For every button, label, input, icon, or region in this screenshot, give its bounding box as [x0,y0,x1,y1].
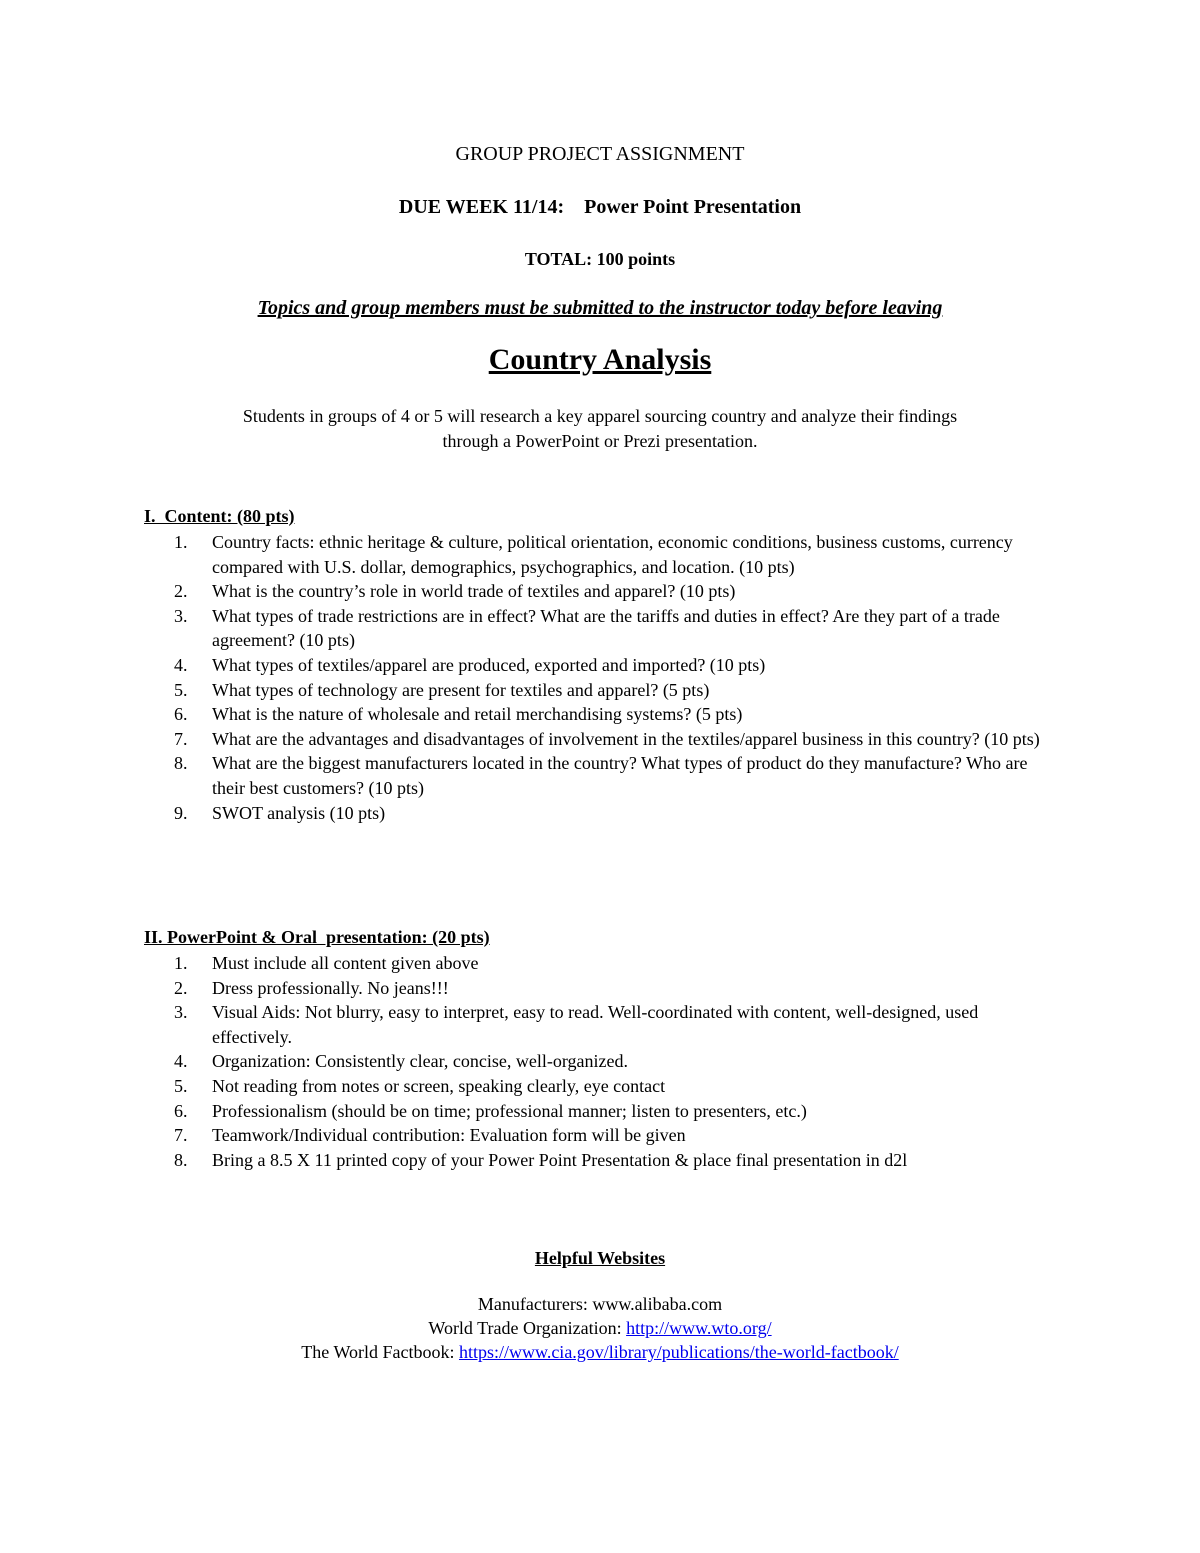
item-text: Dress professionally. No jeans!!! [212,977,449,998]
item-text: Bring a 8.5 X 11 printed copy of your Power Point Presentation & place final presentation in d2l [212,1149,908,1170]
topic-heading: Country Analysis [488,343,712,376]
list-item [144,653,1054,678]
intro-paragraph [0,404,1200,454]
intro-line-2: through a PowerPoint or Prezi presentation. [442,431,758,451]
item-text: Professionalism (should be on time; professional manner; listen to presenters, etc.) [212,1100,807,1121]
item-text: What types of technology are present for textiles and apparel? (5 pts) [212,679,710,700]
item-number: 5. [174,679,188,700]
list-item [144,727,1054,752]
item-text: Organization: Consistently clear, concise, well-organized. [212,1051,628,1072]
list-item [144,1000,1054,1049]
helpful-websites-heading: Helpful Websites [534,1248,666,1268]
websites-list [0,1292,1200,1364]
list-item [144,1049,1054,1074]
list-item [144,1148,1054,1173]
item-number: 6. [174,1100,188,1121]
item-text: What types of textiles/apparel are produced, exported and imported? (10 pts) [212,654,766,675]
assignment-title: GROUP PROJECT ASSIGNMENT [455,143,745,165]
list-item [144,976,1054,1001]
item-number: 4. [174,654,188,675]
item-text: Teamwork/Individual contribution: Evaluation form will be given [212,1125,686,1146]
item-number: 9. [174,802,188,823]
list-item [144,1074,1054,1099]
item-number: 8. [174,1149,188,1170]
item-number: 3. [174,605,188,626]
total-points: TOTAL: 100 points [524,249,676,269]
item-text: What are the advantages and disadvantages of involvement in the textiles/apparel business in this country? (10 pts) [212,728,1040,749]
wto-label: World Trade Organization: [428,1318,627,1338]
factbook-line [0,1340,1200,1364]
item-text: What types of trade restrictions are in effect? What are the tariffs and duties in effect? Are they part of a trade agreement? (10 pts) [212,605,1000,651]
list-item [144,751,1054,800]
item-number: 7. [174,728,188,749]
presentation-list [144,951,1054,1172]
item-text: Country facts: ethnic heritage & culture, political orientation, economic conditions, business customs, currency compared with U.S. dollar, demographics, psychographics, and location. (10 pts) [212,532,1013,577]
list-item [144,530,1054,579]
item-number: 2. [174,581,188,602]
wto-link[interactable]: http://www.wto.org/ [626,1318,772,1338]
item-text: Must include all content given above [212,953,479,973]
item-number: 6. [174,704,188,725]
factbook-label: The World Factbook: [301,1342,459,1362]
presentation-section-heading: II. PowerPoint & Oral presentation: (20 pts) [144,927,490,947]
submission-notice: Topics and group members must be submitted to the instructor today before leaving [257,297,943,319]
item-number: 3. [174,1002,188,1023]
item-text: What is the country’s role in world trade of textiles and apparel? (10 pts) [212,581,736,602]
list-item [144,1123,1054,1148]
factbook-link[interactable]: https://www.cia.gov/library/publications/the-world-factbook/ [458,1342,899,1362]
item-text: Visual Aids: Not blurry, easy to interpret, easy to read. Well-coordinated with content, well-designed, used effectively. [212,1002,979,1047]
item-number: 8. [174,753,188,774]
item-text: Not reading from notes or screen, speaking clearly, eye contact [212,1075,666,1096]
intro-line-1: Students in groups of 4 or 5 will research a key apparel sourcing country and analyze their findings [242,406,958,426]
wto-line [0,1316,1200,1340]
item-number: 1. [174,532,188,552]
item-number: 5. [174,1075,188,1096]
item-number: 7. [174,1125,188,1146]
content-list [144,530,1054,825]
item-text: What is the nature of wholesale and retail merchandising systems? (5 pts) [212,704,743,725]
content-section-heading: I. Content: (80 pts) [144,506,295,526]
due-date-line: DUE WEEK 11/14: Power Point Presentation [398,196,802,218]
list-item [144,951,1054,976]
item-text: SWOT analysis (10 pts) [212,802,386,823]
list-item [144,579,1054,604]
list-item [144,604,1054,653]
list-item [144,801,1054,826]
list-item [144,678,1054,703]
list-item [144,1099,1054,1124]
manufacturers-line: Manufacturers: www.alibaba.com [477,1294,723,1314]
item-text: What are the biggest manufacturers located in the country? What types of product do they manufacture? Who are their best customers? (10 pts) [212,753,1028,798]
item-number: 1. [174,953,188,973]
list-item [144,702,1054,727]
item-number: 4. [174,1051,188,1072]
item-number: 2. [174,977,188,998]
